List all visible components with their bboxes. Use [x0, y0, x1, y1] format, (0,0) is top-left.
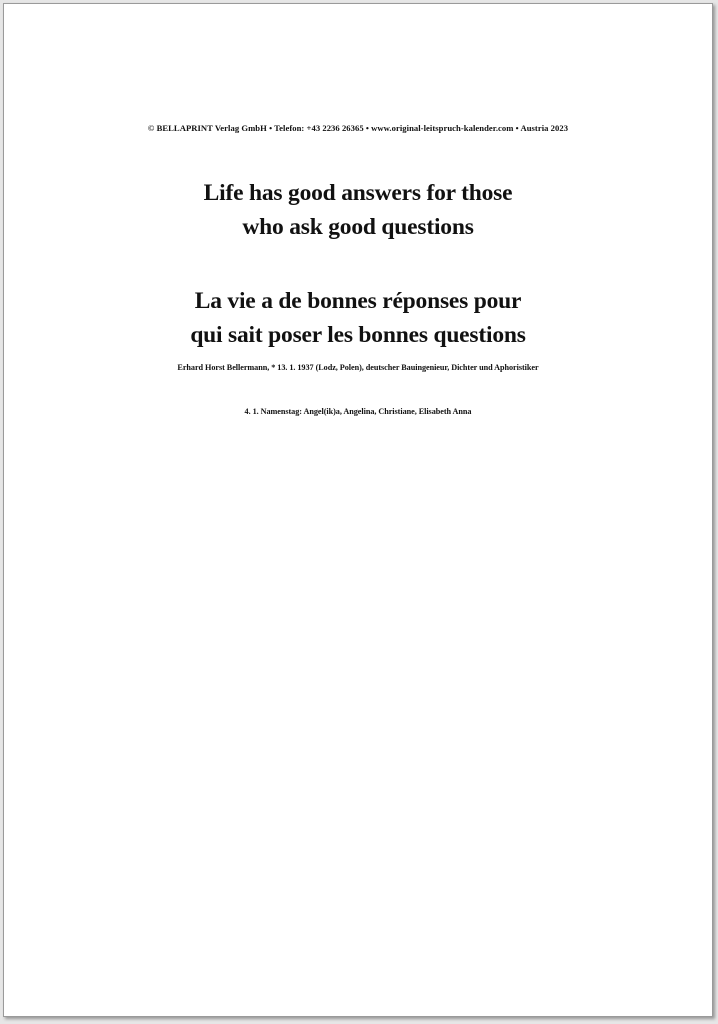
quote-french [4, 284, 712, 352]
quote-english [4, 176, 712, 244]
publisher-info: © BELLAPRINT Verlag GmbH • Telefon: +43 2236 26365 • www.original-leitspruch-kalender.com • Austria 2023 [147, 123, 569, 133]
nameday-info: 4. 1. Namenstag: Angel(ik)a, Angelina, Christiane, Elisabeth Anna [244, 407, 472, 416]
quote-french-line-2: qui sait poser les bonnes questions [190, 322, 526, 348]
quote-french-line-1: La vie a de bonnes réponses pour [194, 288, 522, 314]
quote-english-line-2: who ask good questions [242, 214, 474, 240]
author-attribution: Erhard Horst Bellermann, * 13. 1. 1937 (Lodz, Polen), deutscher Bauingenieur, Dichter und Aphoristiker [177, 363, 539, 372]
document-page [3, 3, 713, 1017]
quote-english-line-1: Life has good answers for those [203, 180, 513, 206]
